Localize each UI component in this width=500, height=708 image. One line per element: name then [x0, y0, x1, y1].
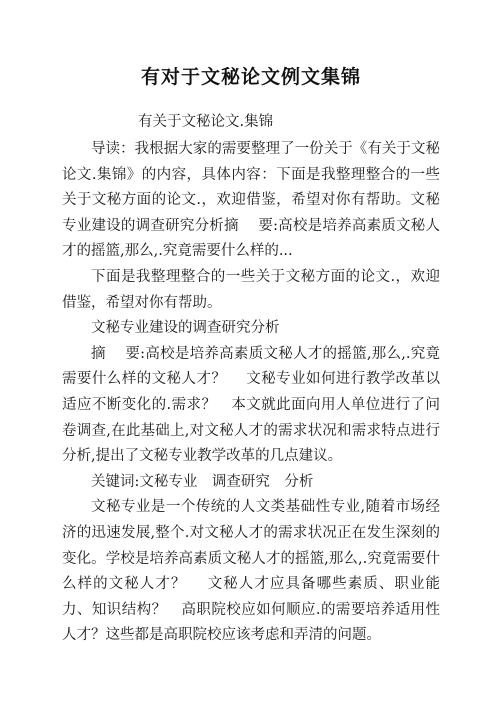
document-title: 有对于文秘论文例文集锦	[140, 66, 361, 88]
paragraph-abstract: 摘 要:高校是培养高素质文秘人才的摇篮,那么,.究竟需要什么样的文秘人才？ 文秘专业如何进行教学改革以适应不断变化的.需求？ 本文就此面向用人单位进行了问卷调查,在此基础上,对文秘人才的需求状况和需求特点进行分析,提出了文秘专业教学改革的几点建议。	[62, 345, 440, 465]
paragraph-section-heading: 文秘专业建设的调查研究分析	[91, 320, 280, 337]
paragraph-keywords: 关键词:文秘专业 调查研究 分析	[91, 473, 314, 490]
paragraph-intro: 导读：我根据大家的需要整理了一份关于《有关于文秘论文.集锦》的内容，具体内容：下面是我整理整合的一些关于文秘方面的论文.，欢迎借鉴，希望对你有帮助。文秘专业建设的调查研究分析摘 要:高校是培养高素质文秘人才的摇篮,那么,.究竟需要什么样的...	[62, 141, 440, 260]
paragraph-welcome: 下面是我整理整合的一些关于文秘方面的论文.，欢迎借鉴，希望对你有帮助。	[62, 268, 440, 311]
document-subtitle: 有关于文秘论文.集锦	[138, 114, 274, 130]
paragraph-body: 文秘专业是一个传统的人文类基础性专业,随着市场经济的迅速发展,整个.对文秘人才的需求状况正在发生深刻的变化。学校是培养高素质文秘人才的摇篮,那么,.究竟需要什么样的文秘人才？ 文秘人才应具备哪些素质、职业能力、知识结构？ 高职院校应如何顺应.的需要培养适用性人才？这些都是高职院校应该考虑和弄清的问题。	[62, 499, 440, 644]
